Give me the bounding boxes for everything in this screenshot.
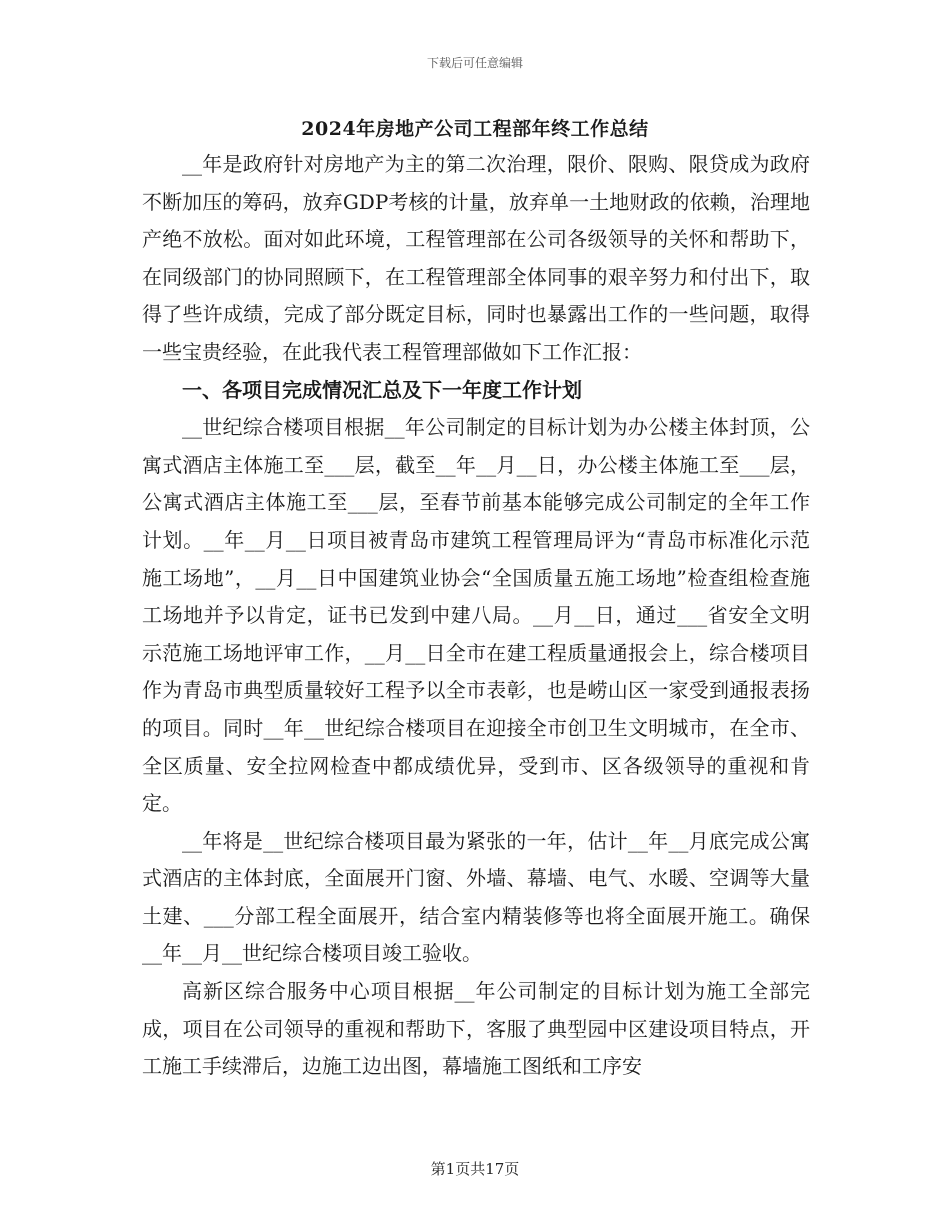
paragraph-intro: __年是政府针对房地产为主的第二次治理，限价、限购、限贷成为政府不断加压的筹码，放弃GDP考核的计量，放弃单一土地财政的依赖，治理地产绝不放松。面对如此环境，工程管理部在公司各级领导的关怀和帮助下，在同级部门的协同照顾下，在工程管理部全体同事的艰辛努力和付出下，取得了些许成绩，完成了部分既定目标，同时也暴露出工作的一些问题，取得一些宝贵经验，在此我代表工程管理部做如下工作汇报：	[142, 152, 810, 364]
document-body	[142, 146, 810, 1086]
document-title: 2024年房地产公司工程部年终工作总结	[301, 118, 649, 140]
section-heading-1: 一、各项目完成情况汇总及下一年度工作计划	[182, 377, 582, 402]
page-header: 下载后可任意编辑	[426, 56, 523, 70]
page-footer: 第1页共17页	[430, 1160, 520, 1178]
paragraph-hitech-center: 高新区综合服务中心项目根据__年公司制定的目标计划为施工全部完成，项目在公司领导的重视和帮助下，客服了典型园中区建设项目特点，开工施工手续滞后，边施工边出图，幕墙施工图纸和工序安	[142, 979, 810, 1079]
paragraph-next-year-plan: __年将是__世纪综合楼项目最为紧张的一年，估计__年__月底完成公寓式酒店的主体封底，全面展开门窗、外墙、幕墙、电气、水暖、空调等大量土建、___分部工程全面展开，结合室内精装修等也将全面展开施工。确保__年__月__世纪综合楼项目竣工验收。	[142, 828, 810, 966]
paragraph-century-building: __世纪综合楼项目根据__年公司制定的目标计划为办公楼主体封顶，公寓式酒店主体施工至___层，截至__年__月__日，办公楼主体施工至___层，公寓式酒店主体施工至___层，至春节前基本能够完成公司制定的全年工作计划。__年__月__日项目被青岛市建筑工程管理局评为“青岛市标准化示范施工场地”，__月__日中国建筑业协会“全国质量五施工场地”检查组检查施工场地并予以肯定，证书已发到中建八局。__月__日，通过___省安全文明示范施工场地评审工作，__月__日全市在建工程质量通报会上，综合楼项目作为青岛市典型质量较好工程予以全市表彰，也是崂山区一家受到通报表扬的项目。同时__年__世纪综合楼项目在迎接全市创卫生文明城市，在全市、全区质量、安全拉网检查中都成绩优异，受到市、区各级领导的重视和肯定。	[142, 415, 810, 816]
